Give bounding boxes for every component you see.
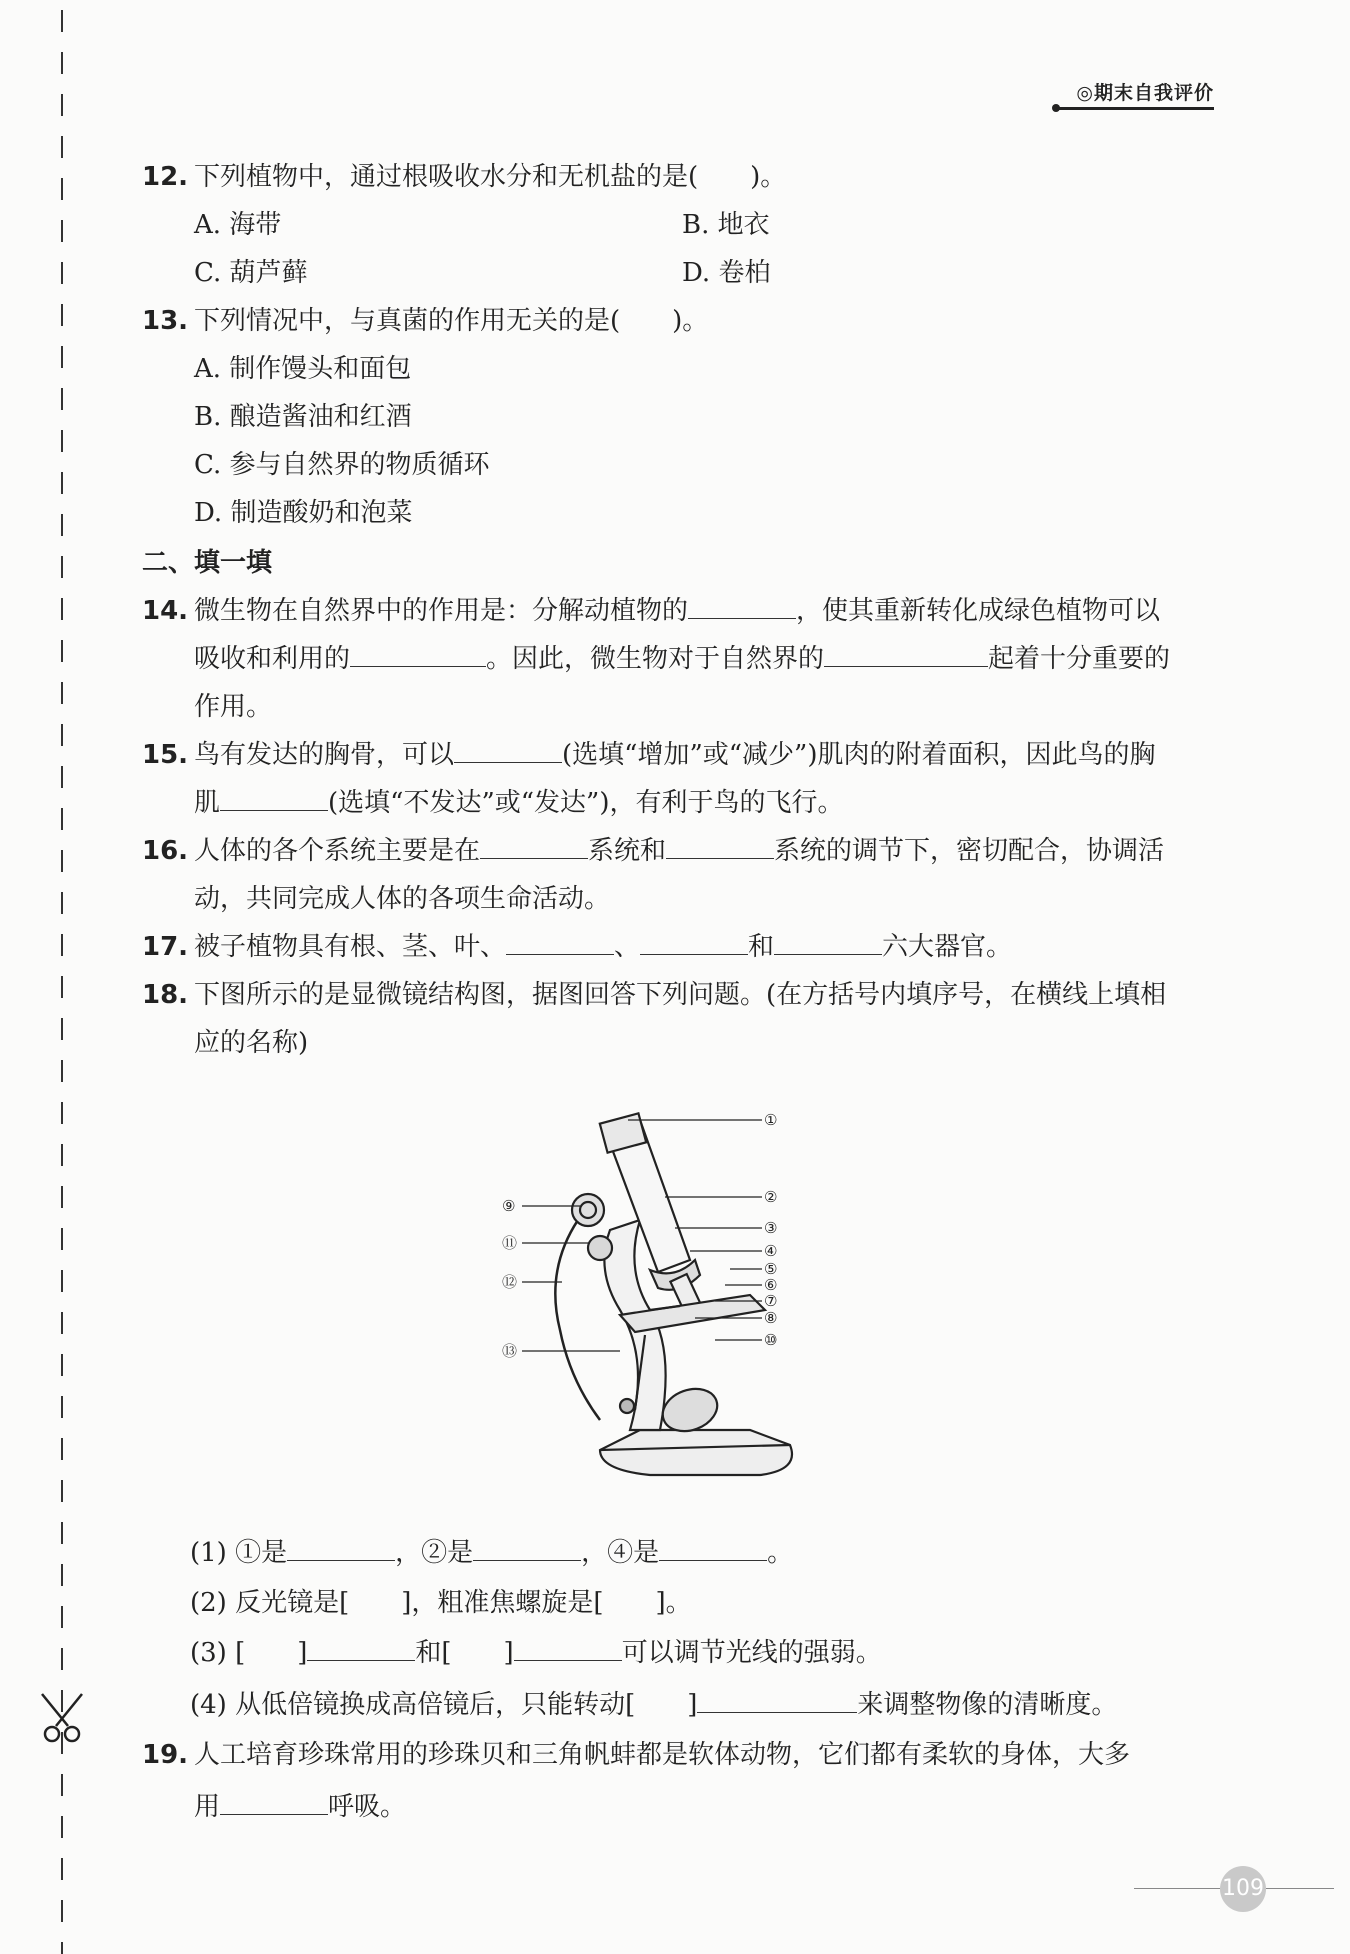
q14-line-2 bbox=[194, 642, 1170, 676]
q16-number: 16. bbox=[142, 836, 189, 866]
q14-text-2c: 起着十分重要的 bbox=[988, 644, 1171, 674]
q15-number: 15. bbox=[142, 740, 189, 770]
q16-text-1c: 系统的调节下，密切配合，协调活 bbox=[774, 836, 1165, 866]
q13-stem-line bbox=[142, 304, 708, 338]
q18-sub3-a: (3) [ ] bbox=[190, 1638, 308, 1668]
label-12: ⑫ bbox=[502, 1273, 518, 1291]
q18-text-1: 下图所示的是显微镜结构图，据图回答下列问题。(在方括号内填序号，在横线上填相 bbox=[194, 980, 1167, 1010]
q15-blank-1[interactable] bbox=[454, 738, 562, 763]
q17-number: 17. bbox=[142, 932, 189, 962]
label-4: ④ bbox=[764, 1242, 778, 1260]
q18-sub1-blank-2[interactable] bbox=[473, 1536, 581, 1561]
q13-number: 13. bbox=[142, 306, 189, 336]
q19-line-1 bbox=[142, 1738, 1130, 1772]
page-number-rule-left bbox=[1134, 1888, 1220, 1889]
q19-line-2 bbox=[194, 1790, 406, 1824]
q18-line-2: 应的名称) bbox=[194, 1028, 309, 1058]
q13-stem: 下列情况中，与真菌的作用无关的是( )。 bbox=[194, 306, 709, 336]
section-fill-in-title: 二、填一填 bbox=[142, 548, 273, 578]
q15-blank-2[interactable] bbox=[220, 786, 328, 811]
q12-stem: 下列植物中，通过根吸收水分和无机盐的是( )。 bbox=[194, 162, 787, 192]
microscope-drawing bbox=[555, 1113, 792, 1475]
q18-sub3-c: 可以调节光线的强弱。 bbox=[621, 1638, 882, 1668]
q18-sub4-blank[interactable] bbox=[697, 1688, 857, 1713]
q13-option-b: B. 酿造酱油和红酒 bbox=[194, 402, 412, 432]
q17-text-c: 和 bbox=[748, 932, 775, 962]
label-1: ① bbox=[764, 1111, 778, 1129]
q19-text-2a: 用 bbox=[194, 1792, 221, 1822]
q15-text-1a: 鸟有发达的胸骨，可以 bbox=[194, 740, 455, 770]
q18-sub1-d: 。 bbox=[767, 1538, 794, 1568]
q15-text-2b: (选填“不发达”或“发达”)，有利于鸟的飞行。 bbox=[328, 788, 844, 818]
microscope-diagram bbox=[500, 1110, 870, 1490]
q18-sub3-b: 和[ ] bbox=[415, 1638, 514, 1668]
q12-stem-line bbox=[142, 160, 786, 194]
label-10: ⑩ bbox=[764, 1331, 778, 1349]
q13-option-a: A. 制作馒头和面包 bbox=[194, 354, 412, 384]
label-7: ⑦ bbox=[764, 1292, 778, 1310]
q12-option-b: B. 地衣 bbox=[682, 210, 770, 240]
q16-blank-2[interactable] bbox=[666, 834, 774, 859]
microscope-figure bbox=[500, 1110, 870, 1490]
q14-text-2a: 吸收和利用的 bbox=[194, 644, 351, 674]
q17-blank-1[interactable] bbox=[506, 930, 614, 955]
scissors-icon bbox=[34, 1690, 90, 1746]
label-3: ③ bbox=[764, 1219, 778, 1237]
label-8: ⑧ bbox=[764, 1309, 778, 1327]
label-5: ⑤ bbox=[764, 1260, 778, 1278]
q17-blank-3[interactable] bbox=[774, 930, 882, 955]
label-9: ⑨ bbox=[502, 1197, 516, 1215]
q14-number: 14. bbox=[142, 596, 189, 626]
q14-line-3: 作用。 bbox=[194, 692, 273, 722]
q14-text-1b: ，使其重新转化成绿色植物可以 bbox=[796, 596, 1161, 626]
page-number: 109 bbox=[1220, 1866, 1266, 1912]
q18-sub4-b: 来调整物像的清晰度。 bbox=[857, 1690, 1118, 1720]
q14-blank-3[interactable] bbox=[824, 642, 988, 667]
q17-text-a: 被子植物具有根、茎、叶、 bbox=[194, 932, 507, 962]
q13-option-d: D. 制造酸奶和泡菜 bbox=[194, 498, 413, 528]
header-title: ◎期末自我评价 bbox=[1076, 82, 1214, 104]
q18-sub1-c: ，④是 bbox=[581, 1538, 660, 1568]
q18-sub3 bbox=[190, 1636, 882, 1670]
q12-option-d: D. 卷柏 bbox=[682, 258, 771, 288]
label-2: ② bbox=[764, 1188, 778, 1206]
section-header bbox=[1076, 78, 1214, 105]
page-number-rule-right bbox=[1266, 1888, 1334, 1889]
q16-text-1a: 人体的各个系统主要是在 bbox=[194, 836, 481, 866]
cut-line bbox=[60, 0, 64, 1954]
q18-line-1 bbox=[142, 978, 1166, 1012]
q12-number: 12. bbox=[142, 162, 189, 192]
q18-sub1-blank-1[interactable] bbox=[287, 1536, 395, 1561]
q16-blank-1[interactable] bbox=[480, 834, 588, 859]
q18-number: 18. bbox=[142, 980, 189, 1010]
q15-text-1b: (选填“增加”或“减少”)肌肉的附着面积，因此鸟的胸 bbox=[562, 740, 1156, 770]
header-dot bbox=[1052, 104, 1060, 112]
q19-text-1: 人工培育珍珠常用的珍珠贝和三角帆蚌都是软体动物，它们都有柔软的身体，大多 bbox=[194, 1740, 1131, 1770]
header-rule bbox=[1056, 107, 1214, 110]
label-6: ⑥ bbox=[764, 1276, 778, 1294]
q19-blank[interactable] bbox=[220, 1790, 328, 1815]
q17-line bbox=[142, 930, 1012, 964]
q16-text-1b: 系统和 bbox=[588, 836, 667, 866]
q16-line-2: 动，共同完成人体的各项生命活动。 bbox=[194, 884, 611, 914]
label-13: ⑬ bbox=[502, 1342, 518, 1360]
q18-sub2: (2) 反光镜是[ ]，粗准焦螺旋是[ ]。 bbox=[190, 1588, 692, 1618]
q12-option-c: C. 葫芦藓 bbox=[194, 258, 308, 288]
label-11: ⑪ bbox=[502, 1234, 518, 1252]
q17-text-d: 六大器官。 bbox=[882, 932, 1013, 962]
q19-number: 19. bbox=[142, 1740, 189, 1770]
q16-line-1 bbox=[142, 834, 1164, 868]
q15-line-2 bbox=[194, 786, 843, 820]
q14-blank-2[interactable] bbox=[350, 642, 486, 667]
q17-blank-2[interactable] bbox=[640, 930, 748, 955]
q18-sub1-b: ，②是 bbox=[395, 1538, 474, 1568]
q13-option-c: C. 参与自然界的物质循环 bbox=[194, 450, 490, 480]
q14-text-2b: 。因此，微生物对于自然界的 bbox=[486, 644, 825, 674]
q14-text-1a: 微生物在自然界中的作用是：分解动植物的 bbox=[194, 596, 689, 626]
q18-sub1-a: (1) ①是 bbox=[190, 1538, 288, 1568]
q15-line-1 bbox=[142, 738, 1155, 772]
q18-sub1 bbox=[190, 1536, 793, 1570]
q19-text-2b: 呼吸。 bbox=[328, 1792, 407, 1822]
q15-text-2a: 肌 bbox=[194, 788, 221, 818]
q12-option-a: A. 海带 bbox=[194, 210, 282, 240]
q18-sub3-blank-1[interactable] bbox=[307, 1636, 415, 1661]
q17-text-b: 、 bbox=[614, 932, 641, 962]
q14-line-1 bbox=[142, 594, 1160, 628]
q18-sub4-a: (4) 从低倍镜换成高倍镜后，只能转动[ ] bbox=[190, 1690, 698, 1720]
q18-sub4 bbox=[190, 1688, 1117, 1722]
q14-blank-1[interactable] bbox=[688, 594, 796, 619]
q18-sub3-blank-2[interactable] bbox=[514, 1636, 622, 1661]
q18-sub1-blank-3[interactable] bbox=[659, 1536, 767, 1561]
